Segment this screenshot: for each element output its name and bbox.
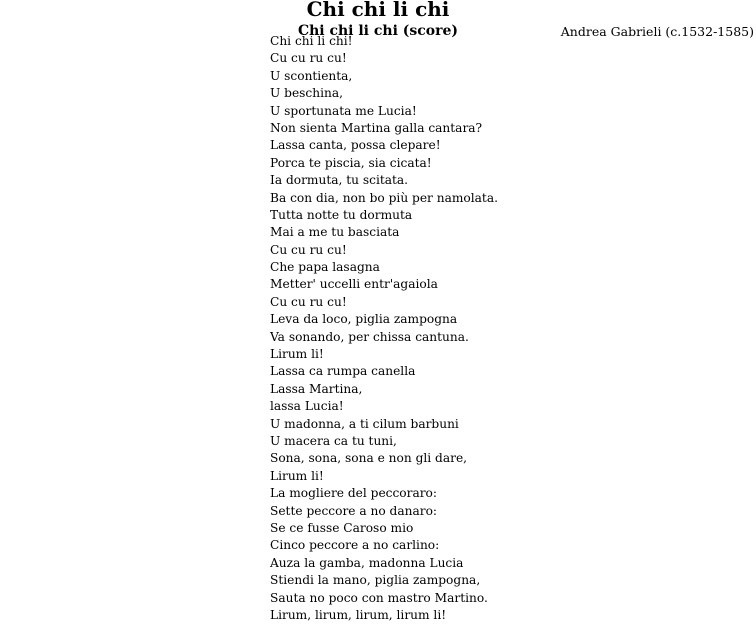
lyric-line: lassa Lucia! (270, 399, 344, 414)
lyric-line: U sportunata me Lucia! (270, 103, 417, 118)
lyric-line: Tutta notte tu dormuta (270, 207, 413, 222)
lyric-line: Lirum li! (270, 347, 324, 362)
lyric-line: Leva da loco, piglia zampogna (270, 312, 458, 327)
lyric-line: Auza la gamba, madonna Lucia (270, 555, 464, 570)
lyric-line: Sona, sona, sona e non gli dare, (270, 451, 468, 466)
lyric-line: Cu cu ru cu! (270, 294, 347, 309)
lyric-line: Se ce fusse Caroso mio (270, 520, 414, 535)
lyric-line: U scontienta, (270, 68, 353, 83)
lyric-line: Porca te piscia, sia cicata! (270, 155, 432, 170)
lyric-line: Lassa Martina, (270, 381, 363, 396)
lyric-line: Sette peccore a no danaro: (270, 503, 438, 518)
lyric-line: Chi chi li chi! (270, 34, 353, 48)
lyric-line: Cu cu ru cu! (270, 51, 347, 66)
lyric-line: Sauta no poco con mastro Martino. (270, 590, 488, 605)
lyric-line: Ba con dia, non bo più per namolata. (270, 190, 498, 205)
lyric-line: U beschina, (270, 86, 343, 101)
lyric-line: Non sienta Martina galla cantara? (270, 120, 483, 135)
lyric-line: Cinco peccore a no carlino: (270, 538, 440, 553)
lyric-line: Ia dormuta, tu scitata. (270, 173, 409, 188)
lyric-line: U madonna, a ti cilum barbuni (270, 416, 459, 431)
lyric-line: Va sonando, per chissa cantuna. (270, 329, 469, 344)
lyric-line: U macera ca tu tuni, (270, 433, 397, 448)
page-title: Chi chi li chi (306, 0, 450, 21)
lyric-line: Lassa ca rumpa canella (270, 364, 416, 379)
lyric-line: Lirum li! (270, 468, 324, 483)
composer-credit: Andrea Gabrieli (c.1532-1585) (560, 24, 754, 39)
lyric-line: Cu cu ru cu! (270, 242, 347, 257)
lyric-line: La mogliere del peccoraro: (270, 486, 438, 501)
score-subtitle: Chi chi li chi (score) (297, 23, 459, 39)
lyric-line: Che papa lasagna (270, 260, 380, 275)
lyric-line: Stiendi la mano, piglia zampogna, (270, 573, 481, 588)
lyrics-list (270, 33, 570, 624)
lyric-line: Mai a me tu basciata (270, 225, 400, 240)
lyric-line: Metter' uccelli entr'agaiola (270, 277, 438, 292)
lyric-line: Lirum, lirum, lirum, lirum li! (270, 607, 447, 622)
lyric-line: Lassa canta, possa clepare! (270, 138, 441, 153)
